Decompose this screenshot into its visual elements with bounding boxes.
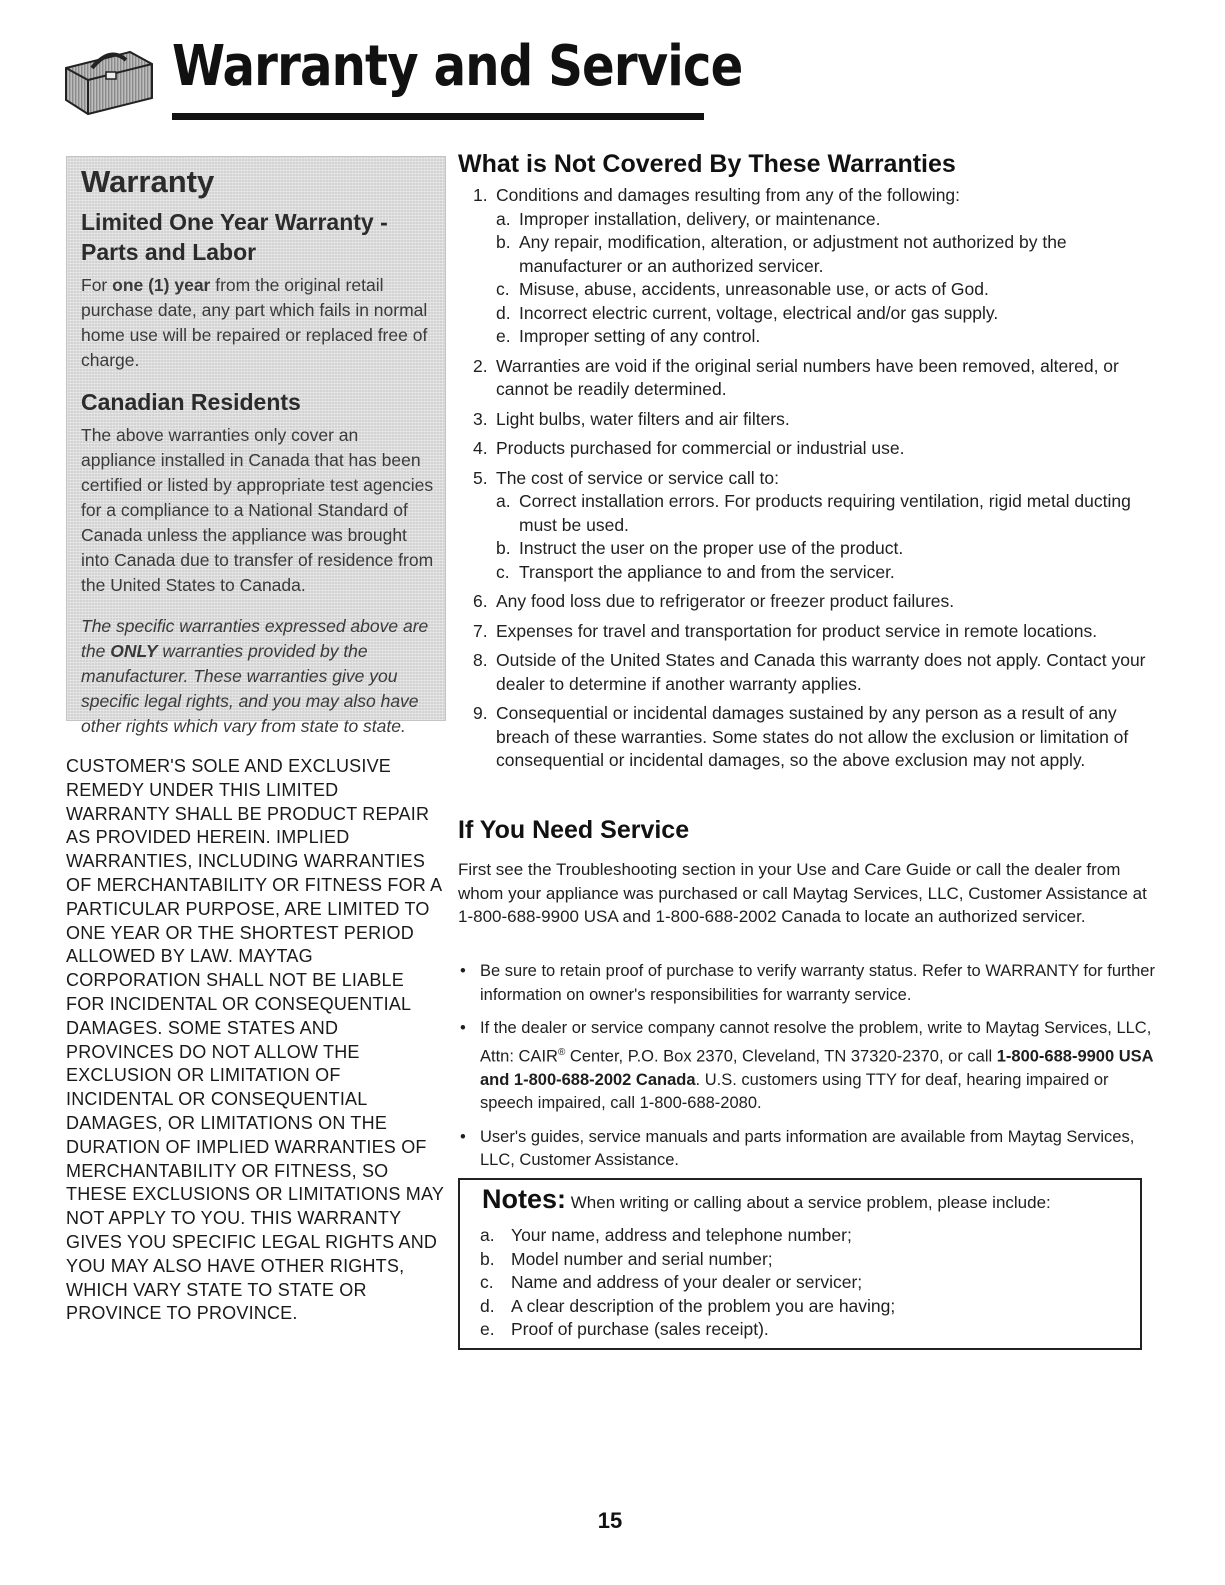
sub-item-letter: b. [496,538,511,558]
sub-list-item [496,231,1158,278]
list-item: • If the dealer or service company cannot resolve the problem, write to Maytag Services, LLC, Attn: CAIR® Center, P.O. Box 2370, Cleveland, TN 37320-2370, or call 1-800-688-9900 USA and 1-800-688-2002 Canada. U.S. customers using TTY for deaf, hearing impaired or speech impaired, call 1-800-688-2080. [460,1019,1153,1112]
canadian-residents-heading: Canadian Residents [81,389,301,415]
item-text: Any food loss due to refrigerator or freezer product failures. [496,591,955,611]
limited-warranty-text: For one (1) year from the original retail purchase date, any part which fails in normal home use will be repaired or replaced free of charge. [81,275,428,370]
sub-item-text: Incorrect electric current, voltage, electrical and/or gas supply. [519,302,999,323]
item-number: 3. [473,408,488,429]
list-item [458,590,1158,614]
toolbox-icon [60,38,160,118]
page-number: 15 [597,1508,623,1533]
sub-list-item [496,325,1158,349]
notes-item [480,1224,895,1248]
title-underline [172,113,704,120]
notes-box [458,1178,1142,1350]
list-item [458,467,1158,585]
notes-label: Notes: [482,1184,567,1214]
list-item: • User's guides, service manuals and parts information are available from Maytag Services, LLC, Customer Assistance. [460,1127,1135,1169]
item-text: The cost of service or service call to: [496,467,780,488]
notes-list [480,1224,895,1342]
sub-list-item [496,561,1158,585]
sub-item-text: Improper installation, delivery, or maintenance. [519,208,881,229]
sub-list-item [496,208,1158,232]
sub-item-letter: c. [496,561,510,582]
item-number: 5. [473,467,488,488]
warranty-box [66,156,446,736]
sub-item-letter: b. [496,232,511,252]
sub-item-text: Correct installation errors. For products requiring ventilation, rigid metal ducting must be used. [519,491,1131,535]
sub-list-item [496,302,1158,326]
item-text: Light bulbs, water filters and air filters. [496,408,790,429]
item-text: Conditions and damages resulting from any of the following: [496,185,961,205]
item-number: 7. [473,620,488,641]
notes-item [480,1318,895,1342]
notes-header [482,1184,1051,1215]
not-covered-list [458,184,1158,773]
bullet-marker: • [460,962,466,980]
notes-item [480,1271,895,1295]
item-number: 4. [473,438,488,458]
item-number: 1. [473,185,488,205]
notes-item-text: A clear description of the problem you are having; [511,1295,896,1316]
list-item [458,437,1158,461]
list-item [458,355,1158,402]
not-covered-section [458,148,1158,779]
list-item: • Be sure to retain proof of purchase to verify warranty status. Refer to WARRANTY for further information on owner's responsibilities for warranty service. [460,962,1155,1004]
list-item [458,620,1158,644]
sub-list-item [496,490,1158,537]
sub-item-text: Misuse, abuse, accidents, unreasonable use, or acts of God. [519,279,989,299]
notes-item-text: Proof of purchase (sales receipt). [511,1319,769,1340]
item-number: 2. [473,355,488,376]
warranty-heading: Warranty [81,164,215,199]
sub-item-letter: d. [496,302,511,323]
notes-item-letter: c. [480,1272,494,1293]
sub-item-text: Transport the appliance to and from the servicer. [519,561,895,582]
sub-list-item [496,537,1158,561]
list-item [458,184,1158,349]
item-number: 8. [473,650,488,670]
notes-item-text: Model number and serial number; [511,1248,773,1269]
notes-item-letter: d. [480,1295,495,1316]
notes-item-text: Name and address of your dealer or servicer; [511,1272,863,1293]
sub-item-letter: a. [496,208,511,229]
notes-item-text: Your name, address and telephone number; [511,1225,852,1245]
canadian-residents-text: The above warranties only cover an appliance installed in Canada that has been certified or listed by appropriate test agencies for a compliance to a National Standard of Canada unless the appliance was brought into Canada due to transfer of residence from the United States to Canada. [81,425,434,595]
sub-item-text: Improper setting of any control. [519,326,761,346]
service-heading: If You Need Service [458,816,690,844]
limited-warranty-heading: Limited One Year Warranty - Parts and Labor [81,209,388,265]
item-number: 9. [473,703,488,723]
item-number: 6. [473,591,488,611]
notes-item-letter: a. [480,1225,495,1245]
list-item [458,702,1158,773]
notes-item-letter: e. [480,1319,495,1340]
bullet-marker: • [460,1019,466,1037]
sub-item-text: Any repair, modification, alteration, or adjustment not authorized by the manufacturer or an authorized servicer. [519,232,1067,276]
not-covered-heading: What is Not Covered By These Warranties [458,150,956,178]
service-bullets [458,960,1158,1183]
item-text: Outside of the United States and Canada this warranty does not apply. Contact your dealer to determine if another warranty applies. [496,650,1146,694]
item-text: Warranties are void if the original serial numbers have been removed, altered, or cannot be readily determined. [496,355,1119,399]
notes-item [480,1248,895,1272]
notes-item-letter: b. [480,1248,495,1269]
item-text: Products purchased for commercial or industrial use. [496,438,905,458]
sub-item-text: Instruct the user on the proper use of the product. [519,538,904,558]
sub-item-letter: e. [496,326,511,346]
service-paragraph: First see the Troubleshooting section in your Use and Care Guide or call the dealer from whom your appliance was purchased or call Maytag Services, LLC, Customer Assistance at 1-800-688-9900 USA and 1-800-688-2002 Canada to locate an authorized servicer. [458,860,1147,926]
notes-intro: When writing or calling about a service problem, please include: [566,1193,1051,1212]
notes-item [480,1295,895,1319]
item-text: Consequential or incidental damages sustained by any person as a result of any breach of these warranties. Some states do not allow the exclusion or limitation of consequential or incidental damages, so the above exclusion may not apply. [496,703,1129,770]
bullet-marker: • [460,1127,466,1146]
sub-item-letter: a. [496,491,511,511]
sub-item-letter: c. [496,279,510,299]
item-text: Expenses for travel and transportation for product service in remote locations. [496,620,1098,641]
sub-list [496,208,1158,349]
page-title: Warranty and Service [172,34,743,99]
list-item [458,408,1158,432]
sub-list-item [496,278,1158,302]
exclusive-remedy-text: CUSTOMER'S SOLE AND EXCLUSIVE REMEDY UNDER THIS LIMITED WARRANTY SHALL BE PRODUCT REPAIR AS PROVIDED HEREIN. IMPLIED WARRANTIES, INCLUDING WARRANTIES OF MERCHANTABILITY OR FITNESS FOR A PARTICULAR PURPOSE, ARE LIMITED TO ONE YEAR OR THE SHORTEST PERIOD ALLOWED BY LAW. MAYTAG CORPORATION SHALL NOT BE LIABLE FOR INCIDENTAL OR CONSEQUENTIAL DAMAGES. SOME STATES AND PROVINCES DO NOT ALLOW THE EXCLUSION OR LIMITATION OF INCIDENTAL OR CONSEQUENTIAL DAMAGES, OR LIMITATIONS ON THE DURATION OF IMPLIED WARRANTIES OF MERCHANTABILITY OR FITNESS, SO THESE EXCLUSIONS OR LIMITATIONS MAY NOT APPLY TO YOU. THIS WARRANTY GIVES YOU SPECIFIC LEGAL RIGHTS AND YOU MAY ALSO HAVE OTHER RIGHTS, WHICH VARY STATE TO STATE OR PROVINCE TO PROVINCE. [66,756,444,1324]
page-header [60,28,743,123]
warranty-disclaimer: The specific warranties expressed above are the ONLY warranties provided by the manufacturer. These warranties give you specific legal rights, and you may also have other rights which vary from state to state. [81,616,429,736]
list-item [458,649,1158,696]
sub-list [496,490,1158,584]
